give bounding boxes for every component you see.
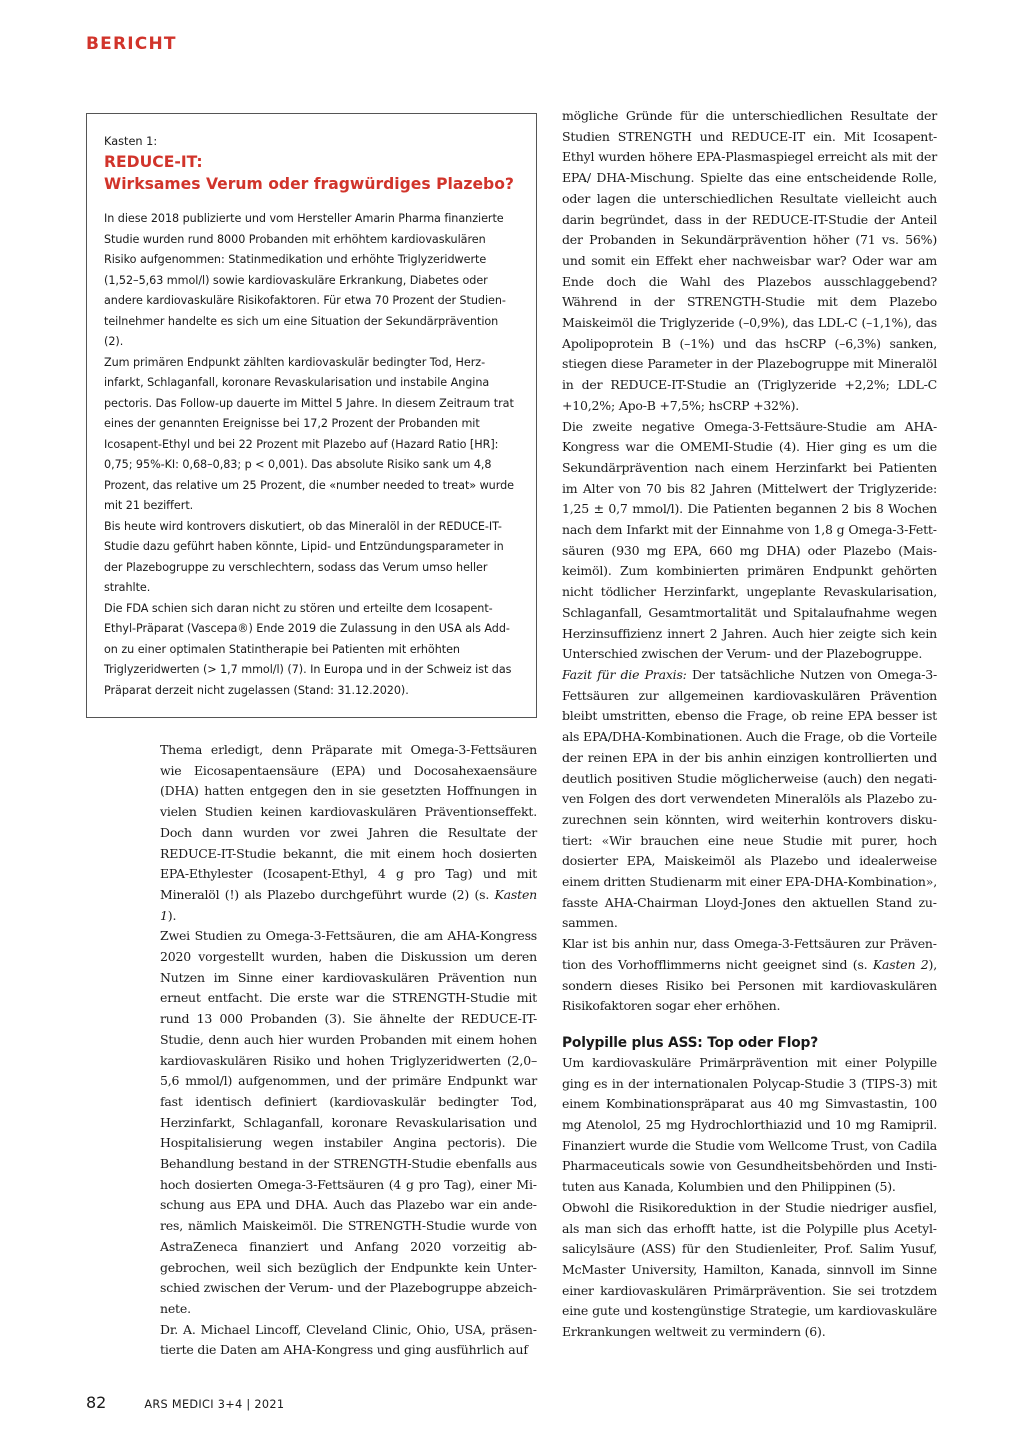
subheading: Polypille plus ASS: Top oder Flop? (562, 1034, 819, 1051)
page-footer (86, 1393, 284, 1412)
journal-info: ARS MEDICI 3+4 | 2021 (144, 1398, 285, 1411)
body-paragraph (562, 665, 937, 934)
body-paragraph: Obwohl die Risikoreduktion in der Studie niedriger ausfiel, als man sich das erhofft hatte, ist die Polypille plus Acetylsalicylsäure (ASS) für den Studienleiter, Prof. Salim Yusuf, McMaster University, Hamilton, Kanada, sinnvoll im Sinne einer kardiovaskulären Primärprävention. Sie sei trotzdem eine gute und kostengünstige Strategie, um kardiovaskuläre Erkrankungen weltweit zu vermindern (6). (562, 1199, 937, 1340)
box-paragraph: Bis heute wird kontrovers diskutiert, ob das Mineralöl in der REDUCE-IT-Studie dazu geführt haben könnte, Lipid- und Entzündungsparameter in der Plazebogruppe zu verschlechtern, sodass das Verum umso heller strahlte. (104, 519, 504, 594)
box-title-line-2: Wirksames Verum oder fragwürdiges Plazebo? (104, 174, 514, 193)
body-paragraph: Um kardiovaskuläre Primärprävention mit einer Polypille ging es in der internationalen Polycap-Studie 3 (TIPS-3) mit einem Kombinationspräparat aus 40 mg Simvastastin, 100 mg Atenolol, 25 mg Hydrochlorthiazid und 10 mg Ramipril. Finanziert wurde die Studie vom Wellcome Trust, von Cadila Pharmaceuticals sowie von Gesundheitsbehörden und Instituten aus Kanada, Kolumbien und den Philippinen (5). (562, 1054, 937, 1195)
page-number: 82 (86, 1393, 107, 1412)
box-paragraph: In diese 2018 publizierte und vom Hersteller Amarin Pharma finanzierte Studie wurden rund 8000 Probanden mit erhöhtem kardiovaskulären Risiko aufgenommen: Statinmedikation und erhöhte Triglyzeridwerte (1,52–5,63 mmol/l) sowie kardiovaskuläre Erkrankung, Diabetes oder andere kardiovaskuläre Risikofaktoren. Für etwa 70 Prozent der Studienteilnehmer handelte es sich um eine Situation der Sekundärprävention (2). (104, 212, 506, 348)
body-paragraph: Die zweite negative Omega-3-Fettsäure-Studie am AHA-Kongress war die OMEMI-Studie (4). Hier ging es um die Sekundärprävention nach einem Herzinfarkt bei Patienten im Alter von 70 bis 82 Jahren (Mittelwert der Triglyzeride: 1,25 ± 0,7 mmol/l). Die Patienten begannen 2 bis 8 Wochen nach dem Infarkt mit der Einnahme von 1,8 g Omega-3-Fettsäuren (930 mg EPA, 660 mg DHA) oder Plazebo (Maiskeimöl). Zum kombinierten primären Endpunkt gehörten nicht tödlicher Herzinfarkt, ungeplante Revaskularisation, Schlaganfall, Gesamtmortalität und Spitalaufnahme wegen Herzinsuffizienz innert 2 Jahren. Auch hier zeigte sich kein Unterschied zwischen der Verum- und der Plazebogruppe. (562, 418, 937, 662)
body-paragraph: mögliche Gründe für die unterschiedlichen Resultate der Studien STRENGTH und REDUCE-IT ein. Mit Icosapent-Ethyl wurden höhere EPA-Plasmaspiegel erreicht als mit der EPA/ DHA-Mischung. Spielte das eine entscheidende Rolle, oder lagen die unterschiedlichen Resultate vielleicht auch darin begründet, dass in der REDUCE-IT-Studie der Anteil der Probanden in Sekundärprävention höher (71 vs. 56%) und somit ein Effekt eher nachweisbar war? Oder war am Ende doch die Wahl des Plazebos ausschlaggebend? Während in der STRENGTH-Studie mit dem Plazebo Maiskeimöl die Triglyzeride (–0,9%), das LDL-C (–1,1%), das Apolipoprotein B (–1%) und das hsCRP (–6,3%) sanken, stiegen diese Parameter in der Plazebogruppe mit Mineralöl in der REDUCE-IT-Studie an (Triglyzeride +2,2%; LDL-C +10,2%; Apo-B +7,5%; hsCRP +32%). (562, 108, 937, 413)
box-kicker: Kasten 1: (104, 135, 158, 148)
section-title: BERICHT (86, 34, 177, 54)
box-paragraph: Zum primären Endpunkt zählten kardiovaskulär bedingter Tod, Herzinfarkt, Schlaganfall, koronare Revaskularisation und instabile Angina pectoris. Das Follow-up dauerte im Mittel 5 Jahre. In diesem Zeitraum trat eines der genannten Ereignisse bei 17,2 Prozent der Probanden mit Icosapent-Ethyl und bei 22 Prozent mit Plazebo auf (Hazard Ratio [HR]: 0,75; 95%-KI: 0,68–0,83; p < 0,001). Das absolute Risiko sank um 4,8 Prozent, das relative um 25 Prozent, die «number needed to treat» wurde mit 21 beziffert. (104, 355, 514, 512)
body-paragraph: Zwei Studien zu Omega-3-Fettsäuren, die am AHA-Kongress 2020 vorgestellt wurden, haben die Diskussion um deren Nutzen im Sinne einer kardiovaskulären Prävention nun erneut entfacht. Die erste war die STRENGTH-Studie mit rund 13 000 Probanden (3). Sie ähnelte der REDUCE-IT-Studie, denn auch hier wurden Probanden mit einem hohen kardiovaskulären Risiko und hohen Triglyzeridwerten (2,0–5,6 mmol/l) aufgenommen, und der primäre Endpunkt war fast identisch definiert (kardiovaskulär bedingter Tod, Herzinfarkt, Schlaganfall, koronare Revaskularisation und Hospitalisierung wegen instabiler Angina pectoris). Die Behandlung bestand in der STRENGTH-Studie ebenfalls aus hoch dosierten Omega-3-Fettsäuren (4 g pro Tag), einer Mischung aus EPA und DHA. Auch das Plazebo war ein anderes, nämlich Maiskeimöl. Die STRENGTH-Studie wurde von AstraZeneca finanziert und Anfang 2020 vorzeitig abgebrochen, weil sich bezüglich der Endpunkte kein Unterschied zwischen der Verum- und der Plazebogruppe abzeichnete. (160, 928, 537, 1316)
paragraph-text: ), sondern dieses Risiko bei Personen mit kardiovaskulären Risikofaktoren sogar eher erhöhen. (562, 956, 937, 1014)
body-paragraph (160, 740, 537, 926)
info-box (86, 113, 537, 718)
left-column (160, 740, 537, 1361)
conclusion-lead: Fazit für die Praxis: (562, 666, 687, 682)
box-paragraph: Die FDA schien sich daran nicht zu stören und erteilte dem Icosapent-Ethyl-Präparat (Vascepa®) Ende 2019 die Zulassung in den USA als Add-on zu einer optimalen Statintherapie bei Patienten mit erhöhten Triglyzeridwerten (> 1,7 mmol/l) (7). In Europa und in der Schweiz ist das Präparat derzeit nicht zugelassen (Stand: 31.12.2020). (104, 601, 512, 697)
paragraph-text: Thema erledigt, denn Präparate mit Omega-3-Fettsäuren wie Eicosapentaensäure (EPA) und Docosahexaensäure (DHA) hatten entgegen den in sie gesetzten Hoffnungen in vielen Studien keinen kardiovaskulären Präventionseffekt. Doch dann wurden vor zwei Jahren die Resultate der REDUCE-IT-Studie bekannt, die mit einem hoch dosierten EPA-Ethylester (Icosapent-Ethyl, 4 g pro Tag) und mit Mineralöl (!) als Plazebo durchgeführt wurde (2) (s. (160, 742, 537, 902)
paragraph-text: Der tatsächliche Nutzen von Omega-3-Fettsäuren zur allgemeinen kardiovaskulären Prävention bleibt umstritten, ebenso die Frage, ob reine EPA besser ist als EPA/DHA-Kombinationen. Auch die Frage, ob die Vorteile der reinen EPA in der bis anhin einzigen kontrollierten und deutlich positiven Studie möglicherweise (auch) den negativen Folgen des dort verwendeten Mineralöls als Plazebo zuzurechnen sein könnten, wird weiterhin kontrovers diskutiert: «Wir brauchen eine neue Studie mit purer, hoch dosierter EPA, Maiskeimöl als Plazebo und idealerweise einem dritten Studienarm mit einer EPA-DHA-Kombination», fasste AHA-Chairman Lloyd-Jones den aktuellen Stand zusammen. (562, 666, 938, 931)
box-reference: Kasten 2 (872, 956, 929, 972)
box-title (104, 152, 519, 195)
paragraph-text: Klar ist bis anhin nur, dass Omega-3-Fettsäuren zur Prävention des Vorhofflimmerns nicht geeignet sind (s. (562, 936, 937, 972)
right-column (562, 106, 937, 1343)
body-paragraph: Dr. A. Michael Lincoff, Cleveland Clinic, Ohio, USA, präsentierte die Daten am AHA-Kongress und ging ausführlich auf (160, 1321, 537, 1358)
box-title-line-1: REDUCE-IT: (104, 153, 203, 171)
box-reference: Kasten 1 (160, 886, 537, 923)
body-paragraph (562, 934, 937, 1017)
paragraph-text: ). (167, 907, 177, 923)
